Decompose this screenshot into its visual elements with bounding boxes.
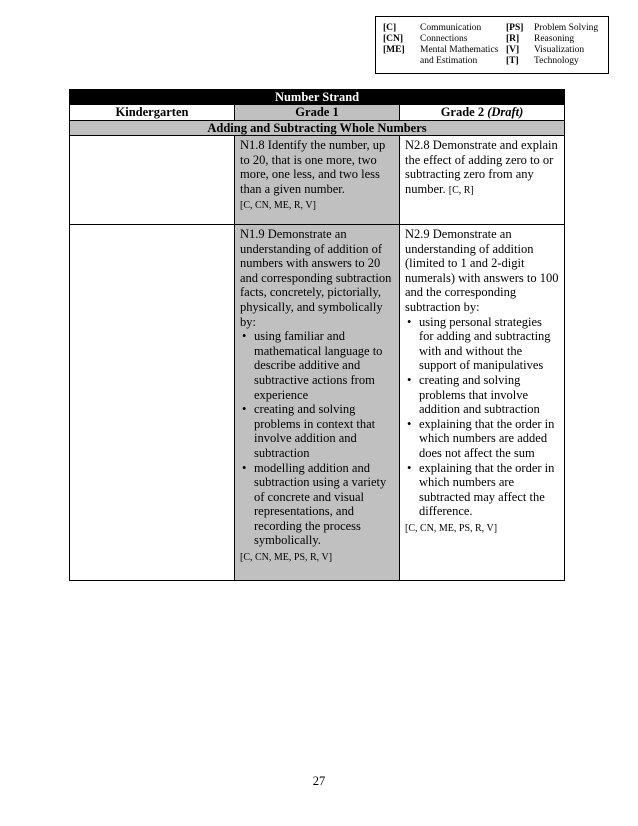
legend-item-r [506, 34, 519, 45]
legend-label: Connections [420, 34, 468, 44]
grade1-cell [235, 136, 400, 225]
kindergarten-cell [70, 136, 235, 225]
strand-header-row [70, 90, 565, 105]
legend-label: Technology [534, 56, 579, 66]
legend-item-ps [506, 23, 523, 34]
legend-box [375, 16, 609, 74]
list-item: • explaining that the order in which numbers are subtracted may affect the difference. [419, 461, 559, 519]
grade2-cell [400, 225, 565, 581]
outcome-text: N1.9 Demonstrate an understanding of addition of numbers with answers to 20 and corresponding subtraction facts, concretely, pictorially, physically, and symbolically by: [240, 227, 392, 329]
kindergarten-cell [70, 225, 235, 581]
list-item: • using familiar and mathematical language to describe additive and subtractive actions from experience [254, 329, 394, 402]
bullet-list [240, 329, 394, 548]
process-codes: [C, CN, ME, PS, R, V] [405, 522, 498, 534]
table-row [70, 225, 565, 581]
table-row [70, 136, 565, 225]
list-item: • explaining that the order in which numbers are added does not affect the sum [419, 417, 559, 461]
topic-header-row [70, 121, 565, 136]
list-item: • creating and solving problems that involve addition and subtraction [419, 373, 559, 417]
outcome-text: N2.9 Demonstrate an understanding of addition (limited to 1 and 2-digit numerals) with answers to 100 and the corresponding subtraction by: [405, 227, 559, 314]
column-header-grade2 [400, 105, 565, 121]
legend-code: [CN] [383, 34, 404, 44]
list-item: • creating and solving problems in context that involve addition and subtraction [254, 402, 394, 460]
grade2-cell [400, 136, 565, 225]
grade-header-row [70, 105, 565, 121]
legend-code: [ME] [383, 45, 405, 55]
legend-code: [V] [506, 45, 520, 55]
kindergarten-text [70, 136, 234, 142]
legend-item-me [383, 45, 405, 56]
legend-code: [R] [506, 34, 520, 44]
column-header-grade1: Grade 1 [235, 105, 400, 121]
process-codes: [C, CN, ME, PS, R, V] [240, 552, 333, 564]
legend-label: Mental Mathematics [420, 45, 499, 55]
legend-label: Problem Solving [534, 23, 599, 33]
topic-title: Adding and Subtracting Whole Numbers [70, 121, 565, 136]
page-number: 27 [312, 774, 326, 788]
legend-code: [C] [383, 23, 397, 33]
legend-code: [PS] [506, 23, 524, 33]
curriculum-table [69, 89, 565, 581]
grade1-cell [235, 225, 400, 581]
legend-item-t [506, 56, 519, 67]
outcome-text: N2.8 Demonstrate and explain the effect of adding zero to or subtracting zero from any number. [405, 138, 558, 196]
legend-item-c [383, 23, 396, 34]
process-codes: [C, R] [448, 184, 474, 196]
list-item: • using personal strategies for adding and subtracting with and without the support of manipulatives [419, 315, 559, 373]
grade2-label: Grade 2 [440, 105, 485, 119]
list-item: • modelling addition and subtraction using a variety of concrete and visual representations, and recording the process symbolically. [254, 461, 394, 549]
legend-item-v [506, 45, 519, 56]
legend-label: Reasoning [534, 34, 575, 44]
legend-code: [T] [506, 56, 519, 66]
column-header-kindergarten: Kindergarten [70, 105, 235, 121]
process-codes: [C, CN, ME, R, V] [240, 200, 316, 212]
strand-title: Number Strand [70, 90, 565, 105]
draft-note: (Draft) [487, 105, 524, 119]
kindergarten-text [70, 225, 234, 231]
legend-label: and Estimation [420, 56, 478, 66]
bullet-list [405, 315, 559, 519]
legend-label: Visualization [534, 45, 585, 55]
legend-label: Communication [420, 23, 482, 33]
legend-item-cn [383, 34, 403, 45]
outcome-text: N1.8 Identify the number, up to 20, that is one more, two more, one less, and two less than a given number. [240, 138, 386, 196]
